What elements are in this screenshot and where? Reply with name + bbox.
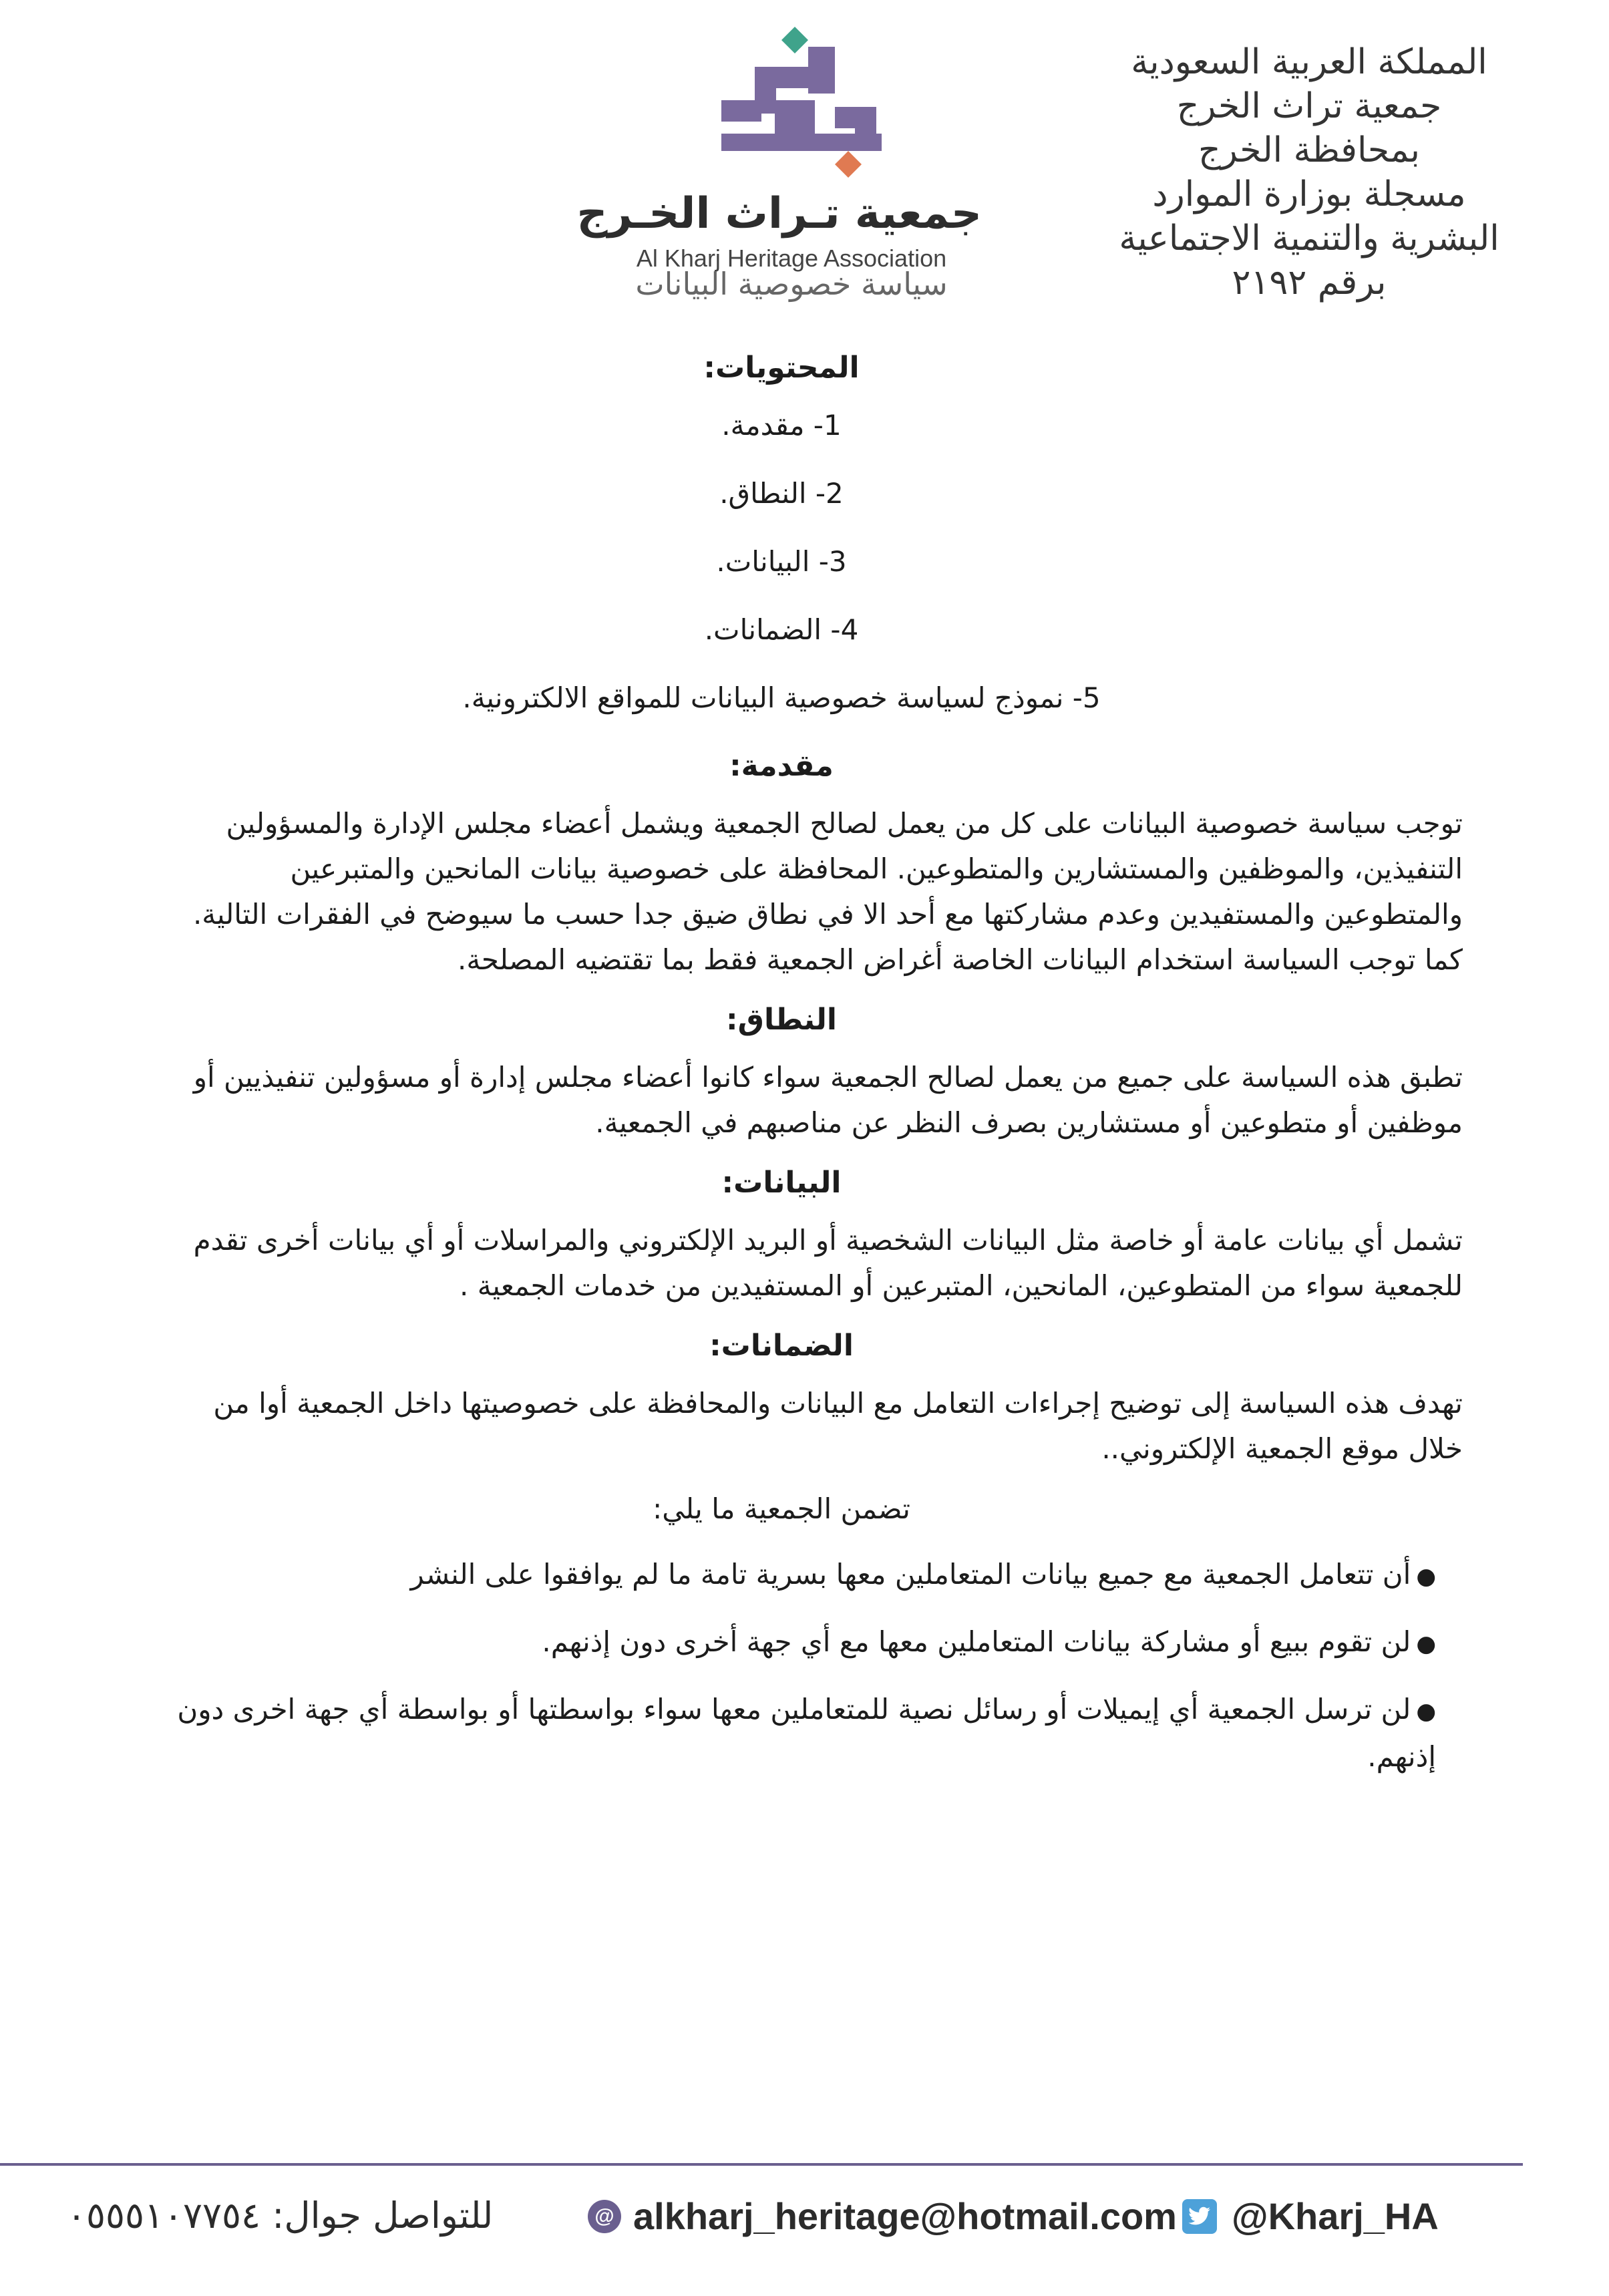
bullet-icon: ●: [1416, 1631, 1436, 1657]
guarantees-heading: الضمانات:: [709, 1329, 854, 1363]
association-name-en: Al Kharj Heritage Association: [636, 244, 947, 272]
guarantee-bullet: [100, 1687, 1463, 1780]
contact-email[interactable]: [588, 2194, 1177, 2238]
guarantee-bullet: [100, 1619, 1463, 1667]
issuer-line: المملكة العربية السعودية: [1131, 42, 1487, 82]
issuer-header: [1055, 40, 1563, 305]
twitter-bird-icon: [1188, 2206, 1211, 2227]
toc-item: 2- النطاق.: [719, 477, 844, 510]
footer-contacts: [67, 2194, 1483, 2255]
guarantee-bullet: [100, 1552, 1463, 1599]
intro-heading: مقدمة:: [729, 749, 834, 783]
bullet-text: لن تقوم ببيع أو مشاركة بيانات المتعاملين معها مع أي جهة أخرى دون إذنهم.: [542, 1625, 1411, 1658]
paragraph-line: والمتطوعين والمستفيدين وعدم مشاركتها مع أحد الا في نطاق ضيق جدا حسب ما سيوضح في الفقرات التالية.: [192, 898, 1463, 931]
issuer-line: جمعية تراث الخرج: [1176, 86, 1442, 126]
association-logo: [708, 27, 908, 180]
contents-heading: المحتويات:: [703, 351, 860, 385]
paragraph-line: خلال موقع الجمعية الإلكتروني..: [1101, 1432, 1463, 1465]
toc-item: 3- البيانات.: [716, 545, 847, 578]
paragraph-line: تطبق هذه السياسة على جميع من يعمل لصالح الجمعية سواء كانوا أعضاء مجلس إدارة أو مسؤولين تنفيذيين أو: [193, 1061, 1463, 1094]
logo-green-diamond: [781, 27, 808, 53]
scope-heading: النطاق:: [726, 1003, 837, 1037]
toc-item: 4- الضمانات.: [704, 613, 859, 646]
toc-item: 1- مقدمة.: [721, 409, 842, 442]
logo-shape: [721, 100, 761, 122]
issuer-line: بمحافظة الخرج: [1198, 130, 1420, 170]
bullet-text: لن ترسل الجمعية أي إيميلات أو رسائل نصية للمتعاملين معها سواء بواسطتها أو بواسطة أي جهة اخرى دون إذنهم.: [177, 1693, 1436, 1773]
paragraph-line: موظفين أو متطوعين أو مستشارين بصرف النظر عن مناصبهم في الجمعية.: [595, 1106, 1463, 1139]
logo-orange-diamond: [835, 151, 862, 178]
twitter-icon: [1182, 2199, 1217, 2234]
issuer-line: مسجلة بوزارة الموارد: [1152, 174, 1466, 214]
email-icon: @: [588, 2200, 621, 2233]
bullet-icon: ●: [1416, 1563, 1436, 1590]
paragraph-line: كما توجب السياسة استخدام البيانات الخاصة أغراض الجمعية فقط بما تقتضيه المصلحة.: [458, 943, 1463, 976]
scope-paragraph: [100, 1055, 1463, 1146]
paragraph-line: التنفيذين، والموظفين والمستشارين والمتطوعين. المحافظة على خصوصية بيانات المانحين والمتبرعين: [290, 852, 1463, 885]
paragraph-line: تشمل أي بيانات عامة أو خاصة مثل البيانات الشخصية أو البريد الإلكتروني والمراسلات أو أي بيانات أخرى تقدم: [193, 1224, 1463, 1257]
issuer-line: البشرية والتنمية الاجتماعية: [1119, 218, 1499, 259]
toc-item: 5- نموذج لسياسة خصوصية البيانات للمواقع الالكترونية.: [462, 681, 1101, 714]
document-title: سياسة خصوصية البيانات: [635, 266, 948, 302]
paragraph-line: توجب سياسة خصوصية البيانات على كل من يعمل لصالح الجمعية ويشمل أعضاء مجلس الإدارة والمسؤولين: [226, 807, 1463, 840]
guarantees-paragraph: [100, 1381, 1463, 1472]
paragraph-line: تهدف هذه السياسة إلى توضيح إجراءات التعامل مع البيانات والمحافظة على خصوصيتها داخل الجمعية أوا من: [213, 1387, 1463, 1420]
data-paragraph: [100, 1218, 1463, 1309]
contact-phone: للتواصل جوال: ٠٥٥٥١٠٧٧٥٤: [67, 2194, 494, 2237]
logo-shape: [721, 134, 882, 151]
email-address[interactable]: alkharj_heritage@hotmail.com: [633, 2195, 1177, 2237]
bullet-text: أن تتعامل الجمعية مع جميع بيانات المتعاملين معها بسرية تامة ما لم يوافقوا على النشر: [410, 1558, 1411, 1591]
document-body: [100, 331, 1463, 1800]
footer-divider: [0, 2163, 1523, 2166]
association-name-ar: جمعية تـراث الخـرج: [576, 189, 982, 238]
paragraph-line: للجمعية سواء من المتطوعين، المانحين، المتبرعين أو المستفيدين من خدمات الجمعية .: [460, 1269, 1463, 1302]
contact-twitter[interactable]: [1182, 2194, 1439, 2238]
data-heading: البيانات:: [721, 1166, 842, 1200]
intro-paragraph: [100, 801, 1463, 983]
issuer-line: برقم ٢١٩٢: [1232, 263, 1387, 303]
guarantees-lead: تضمن الجمعية ما يلي:: [653, 1492, 910, 1525]
bullet-icon: ●: [1416, 1698, 1436, 1725]
twitter-handle[interactable]: @Kharj_HA: [1232, 2195, 1439, 2237]
